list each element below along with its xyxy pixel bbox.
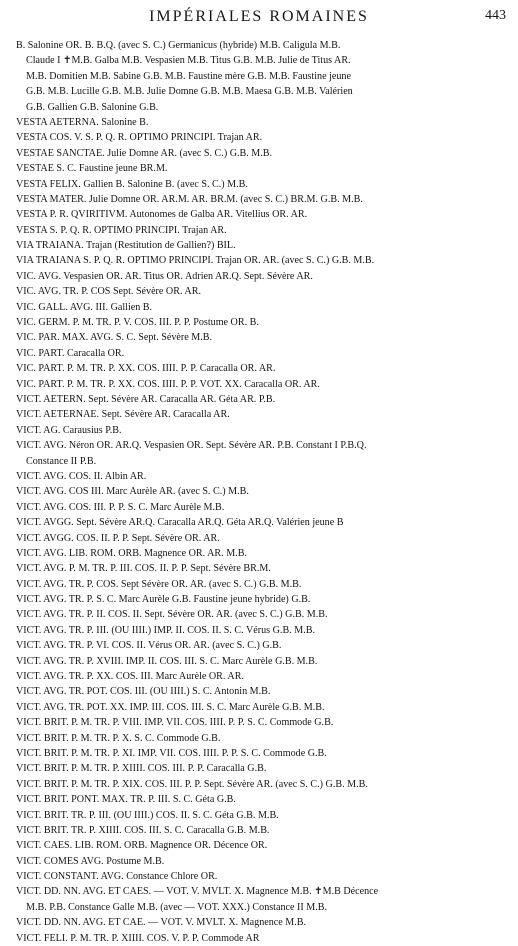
legend-line: VICT. AVG. TR. P. XX. COS. III. Marc Aurèle OR. AR. [16, 671, 244, 683]
legend-line: VICT. AVG. TR. POT. XX. IMP. III. COS. III. S. C. Marc Aurèle G.B. M.B. [16, 701, 325, 713]
legend-line: VICT. AVGG. Sept. Sévère AR.Q. Caracalla AR.Q. Géta AR.Q. Valérien jeune B [16, 517, 344, 529]
legend-line: VICT. BRIT. P. M. TR. P. X. S. C. Commode G.B. [16, 732, 221, 744]
legend-line: VIC. PAR. MAX. AVG. S. C. Sept. Sévère M.B. [16, 332, 213, 344]
legend-line: VESTA COS. V. S. P. Q. R. OPTIMO PRINCIPI. Trajan AR. [16, 132, 263, 144]
legend-line: VICT. BRIT. TR. P. III. (OU IIII.) COS. II. S. C. Géta G.B. M.B. [16, 809, 279, 821]
legend-line: VIC. AVG. Vespasien OR. AR. Titus OR. Adrien AR.Q. Sept. Sévère AR. [16, 270, 313, 282]
legend-line: VICT. CAES. LIB. ROM. ORB. Magnence OR. Décence OR. [16, 840, 268, 852]
page-number: 443 [485, 8, 506, 23]
legend-line: VIA TRAIANA S. P. Q. R. OPTIMO PRINCIPI. Trajan OR. AR. (avec S. C.) G.B. M.B. [16, 255, 375, 267]
legend-line: G.B. Gallien G.B. Salonine G.B. [26, 101, 159, 113]
legend-line: VICT. AVG. TR. P. VI. COS. II. Vérus OR. AR. (avec S. C.) G.B. [16, 640, 282, 652]
legend-line: VESTA FELIX. Gallien B. Salonine B. (avec S. C.) M.B. [16, 178, 248, 190]
legend-line: VIC. PART. P. M. TR. P. XX. COS. IIII. P. P. Caracalla OR. AR. [16, 363, 276, 375]
legend-line: VESTA MATER. Julie Domne OR. AR.M. AR. BR.M. (avec S. C.) BR.M. G.B. M.B. [16, 193, 363, 205]
legend-line: VICT. AETERN. Sept. Sévère AR. Caracalla AR. Géta AR. P.B. [16, 393, 276, 405]
legend-line: Constance II P.B. [26, 455, 97, 467]
legend-line: VICT. AVG. COS. III. P. P. S. C. Marc Aurèle M.B. [16, 501, 225, 513]
legend-line: B. Salonine OR. B. B.Q. (avec S. C.) Germanicus (hybride) M.B. Caligula M.B. [16, 40, 341, 51]
legend-line: VICT. BRIT. P. M. TR. P. XIIII. COS. III. P. P. Caracalla G.B. [16, 763, 267, 775]
legend-line: VESTAE S. C. Faustine jeune BR.M. [16, 163, 168, 175]
legend-line: Claude I ✝M.B. Galba M.B. Vespasien M.B. Titus G.B. M.B. Julie de Titus AR. [26, 55, 351, 67]
legend-line: M.B. P.B. Constance Galle M.B. (avec — VOT. XXX.) Constance II M.B. [26, 901, 327, 913]
legend-line: VICT. AVG. COS. II. Albin AR. [16, 470, 147, 482]
legend-line: VIA TRAIANA. Trajan (Restitution de Gallien?) BIL. [16, 240, 236, 252]
legend-line: VICT. DD. NN. AVG. ET CAE. — VOT. V. MVLT. X. Magnence M.B. [16, 917, 307, 929]
legend-line: VICT. FELI. P. M. TR. P. XIIII. COS. V. P. P. Commode AR [16, 932, 260, 944]
legend-line: VICT. AVG. TR. POT. COS. III. (OU IIII.) S. C. Antonin M.B. [16, 686, 271, 698]
legend-line: VESTA S. P. Q. R. OPTIMO PRINCIPI. Trajan AR. [16, 224, 227, 236]
legend-line: VICT. AVG. TR. P. COS. Sept Sévère OR. AR. (avec S. C.) G.B. M.B. [16, 578, 302, 590]
legend-line: VICT. AVG. TR. P. III. (OU IIII.) IMP. II. COS. II. S. C. Vérus G.B. M.B. [16, 624, 315, 636]
legend-line: VICT. COMES AVG. Postume M.B. [16, 855, 165, 867]
legend-line: VICT. BRIT. TR. P. XIIII. COS. III. S. C. Caracalla G.B. M.B. [16, 824, 270, 836]
legend-line: VICT. BRIT. PONT. MAX. TR. P. III. S. C. Géta G.B. [16, 794, 236, 806]
legend-line: VICT. BRIT. P. M. TR. P. XI. IMP. VII. COS. IIII. P. P. S. C. Commode G.B. [16, 747, 327, 759]
legend-line: VESTA P. R. QVIRITIVM. Autonomes de Galba AR. Vitellius OR. AR. [16, 209, 308, 221]
legend-line: VICT. AVG. TR. P. II. COS. II. Sept. Sévère OR. AR. (avec S. C.) G.B. M.B. [16, 609, 328, 621]
legend-line: M.B. Domitien M.B. Sabine G.B. M.B. Faustine mère G.B. M.B. Faustine jeune [26, 70, 351, 82]
legend-line: VICT. CONSTANT. AVG. Constance Chlore OR. [16, 871, 218, 883]
legend-line: VICT. BRIT. P. M. TR. P. VIII. IMP. VII. COS. IIII. P. P. S. C. Commode G.B. [16, 717, 334, 729]
legend-line: VIC. GERM. P. M. TR. P. V. COS. III. P. P. Postume OR. B. [16, 317, 259, 329]
legend-line: VICT. AVG. TR. P. S. C. Marc Aurèle G.B. Faustine jeune hybride) G.B. [16, 594, 311, 606]
legend-line: VIC. PART. Caracalla OR. [16, 347, 125, 359]
legend-line: VICT. AVG. P. M. TR. P. III. COS. II. P. P. Sept. Sévère BR.M. [16, 563, 271, 575]
legend-line: VICT. AVGG. COS. II. P. P. Sept. Sévère OR. AR. [16, 532, 220, 544]
legend-line: G.B. M.B. Lucille G.B. M.B. Julie Domne G.B. M.B. Maesa G.B. M.B. Valérien [26, 86, 353, 98]
legend-line: VESTA AETERNA. Salonine B. [16, 116, 149, 128]
legend-line: VICT. AETERNAE. Sept. Sévère AR. Caracalla AR. [16, 409, 230, 421]
legend-line: VICT. AG. Carausius P.B. [16, 424, 122, 436]
page-title: IMPÉRIALES ROMAINES [149, 8, 369, 25]
legend-line: VICT. AVG. TR. P. XVIII. IMP. II. COS. III. S. C. Marc Aurèle G.B. M.B. [16, 655, 318, 667]
page-header [0, 8, 518, 34]
legend-line: VICT. AVG. Néron OR. AR.Q. Vespasien OR. Sept. Sévère AR. P.B. Constant I P.B.Q. [16, 440, 367, 452]
legend-line: VIC. GALL. AVG. III. Gallien B. [16, 301, 153, 313]
legend-line: VICT. AVG. COS III. Marc Aurèle AR. (avec S. C.) M.B. [16, 486, 249, 498]
legend-list [16, 38, 512, 946]
legend-line: VICT. DD. NN. AVG. ET CAES. — VOT. V. MVLT. X. Magnence M.B. ✝M.B Décence [16, 886, 379, 898]
legend-line: VICT. BRIT. P. M. TR. P. XIX. COS. III. P. P. Sept. Sévère AR. (avec S. C.) G.B. M.B. [16, 778, 368, 790]
legend-line: VICT. AVG. LIB. ROM. ORB. Magnence OR. AR. M.B. [16, 547, 247, 559]
legend-line: VESTAE SANCTAE. Julie Domne AR. (avec S. C.) G.B. M.B. [16, 147, 273, 159]
legend-line: VIC. PART. P. M. TR. P. XX. COS. IIII. P. P. VOT. XX. Caracalla OR. AR. [16, 378, 320, 390]
legend-line: VIC. AVG. TR. P. COS Sept. Sévère OR. AR. [16, 286, 201, 298]
